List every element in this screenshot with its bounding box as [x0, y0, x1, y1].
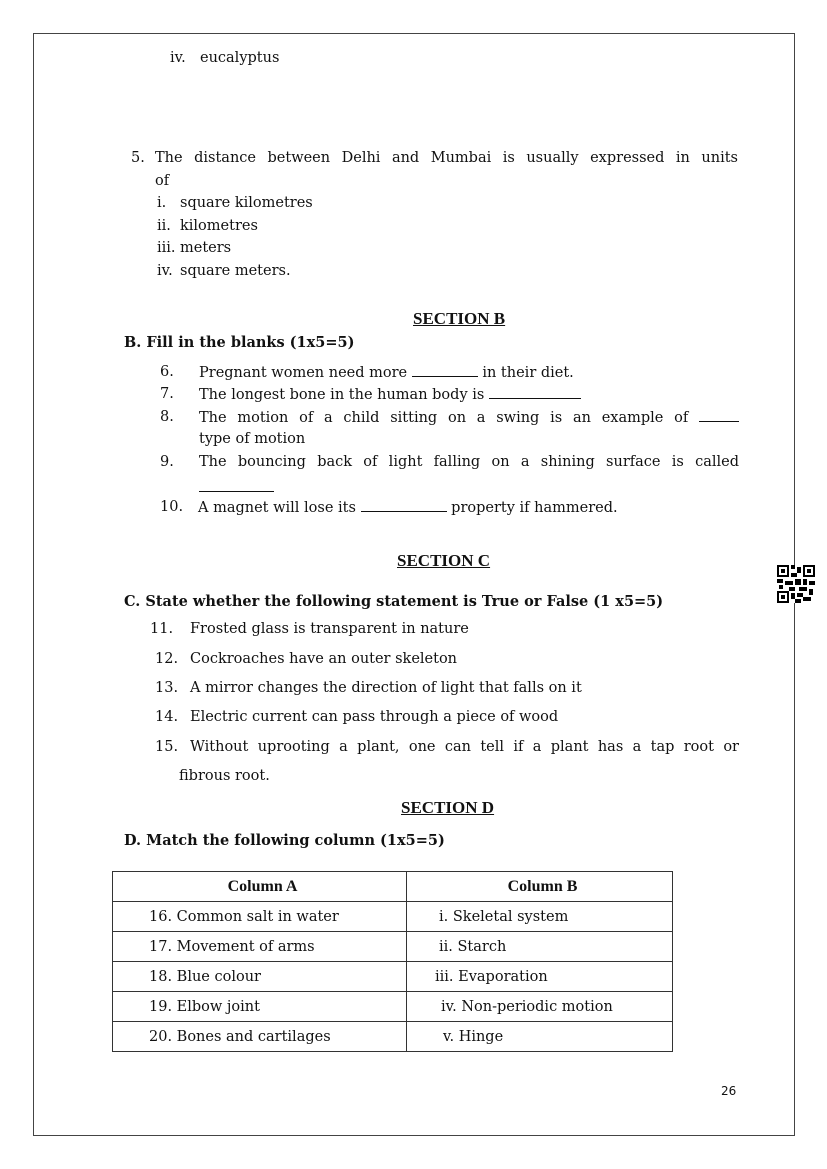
column-header: Column B: [407, 872, 673, 902]
table-row: [113, 992, 673, 1022]
section-c-heading: C. State whether the following statement is True or False (1 x5=5): [124, 593, 664, 610]
cell: iii. Evaporation: [407, 962, 673, 992]
table-row: [113, 932, 673, 962]
table-row: [113, 902, 673, 932]
table-header-row: [113, 872, 673, 902]
qr-code-icon: [777, 565, 815, 603]
question-text-cont: of: [155, 173, 170, 189]
question-number: 15.: [155, 739, 179, 755]
section-b-title: SECTION B: [413, 309, 506, 328]
match-table: [112, 871, 673, 1052]
question-number: 14.: [155, 709, 179, 725]
cell: 16. Common salt in water: [113, 902, 407, 932]
option-num: iv.: [157, 263, 173, 279]
question-text: The bouncing back of light falling on a shining surface is called: [199, 454, 739, 470]
question-text-cont: fibrous root.: [179, 768, 270, 784]
question-text: Pregnant women need more in their diet.: [199, 365, 574, 381]
option-text: kilometres: [180, 218, 258, 234]
option-text: square kilometres: [180, 195, 313, 211]
question-text: A magnet will lose its property if hammered.: [198, 500, 618, 516]
question-text: The motion of a child sitting on a swing is an example of: [199, 409, 739, 426]
cell: i. Skeletal system: [407, 902, 673, 932]
question-number: 13.: [155, 680, 179, 696]
question-text: Frosted glass is transparent in nature: [190, 621, 469, 637]
question-text: Electric current can pass through a piece of wood: [190, 709, 559, 725]
cell: 18. Blue colour: [113, 962, 407, 992]
cell: 17. Movement of arms: [113, 932, 407, 962]
cell: 20. Bones and cartilages: [113, 1022, 407, 1052]
question-number: 5.: [131, 150, 145, 166]
cell: 19. Elbow joint: [113, 992, 407, 1022]
question-text: Cockroaches have an outer skeleton: [190, 651, 458, 667]
option-num: i.: [157, 195, 167, 211]
cell: v. Hinge: [407, 1022, 673, 1052]
answer-blank: [199, 479, 274, 492]
option-num: iv.: [170, 50, 186, 66]
section-d-title: SECTION D: [401, 798, 495, 817]
section-d-heading: D. Match the following column (1x5=5): [124, 832, 445, 849]
question-number: 12.: [155, 651, 179, 667]
option-text: meters: [180, 240, 232, 256]
question-number: 7.: [160, 386, 174, 402]
table-row: [113, 962, 673, 992]
cell: ii. Starch: [407, 932, 673, 962]
page-number: 26: [721, 1084, 737, 1098]
table-row: [113, 1022, 673, 1052]
cell: iv. Non-periodic motion: [407, 992, 673, 1022]
question-number: 9.: [160, 454, 174, 470]
question-text: The longest bone in the human body is: [199, 386, 581, 403]
option-text: eucalyptus: [200, 50, 280, 66]
question-text-cont: type of motion: [199, 431, 306, 447]
column-header: Column A: [113, 872, 407, 902]
option-num: iii.: [157, 240, 176, 256]
option-num: ii.: [157, 218, 171, 234]
question-text: A mirror changes the direction of light that falls on it: [190, 680, 582, 696]
question-text: The distance between Delhi and Mumbai is usually expressed in units: [155, 150, 738, 166]
question-number: 6.: [160, 364, 174, 380]
question-number: 11.: [150, 621, 174, 637]
question-text: Without uprooting a plant, one can tell if a plant has a tap root or: [190, 739, 739, 755]
option-text: square meters.: [180, 263, 291, 279]
question-number: 8.: [160, 409, 174, 425]
question-number: 10.: [160, 499, 184, 515]
section-b-heading: B. Fill in the blanks (1x5=5): [124, 334, 355, 351]
section-c-title: SECTION C: [397, 551, 491, 570]
